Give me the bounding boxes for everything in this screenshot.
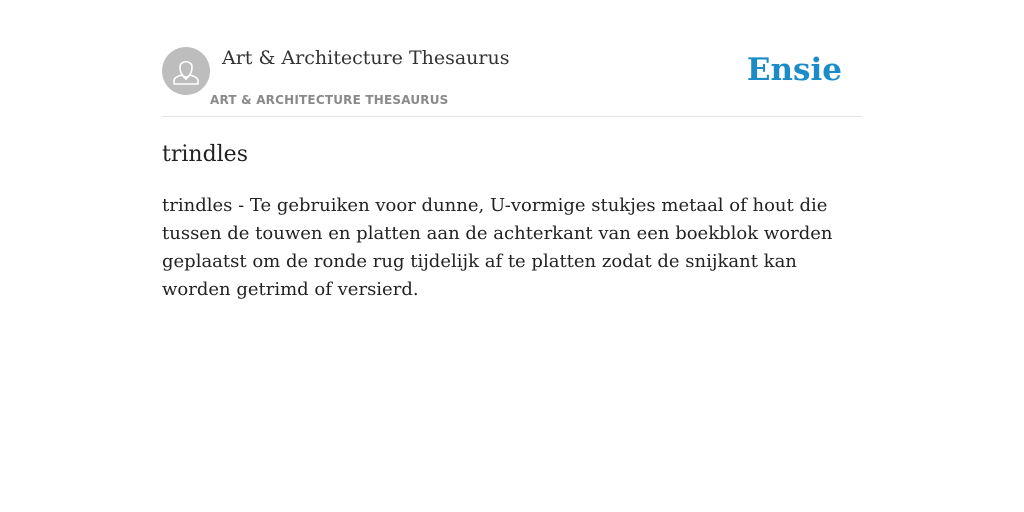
term-definition: trindles - Te gebruiken voor dunne, U-vormige stukjes metaal of hout die tussen de touwen en platten aan de achterkant van een boekblok worden geplaatst om de ronde rug tijdelijk af te platten zodat de snijkant kan worden getrimd of versierd. bbox=[162, 195, 833, 300]
brand-logo[interactable]: Ensie bbox=[746, 52, 842, 88]
header bbox=[162, 46, 862, 117]
term-title: trindles bbox=[162, 142, 248, 167]
author-subtitle[interactable]: ART & ARCHITECTURE THESAURUS bbox=[210, 93, 449, 107]
author-name[interactable]: Art & Architecture Thesaurus bbox=[222, 47, 510, 69]
user-silhouette-icon bbox=[162, 47, 210, 95]
avatar[interactable] bbox=[162, 47, 210, 95]
